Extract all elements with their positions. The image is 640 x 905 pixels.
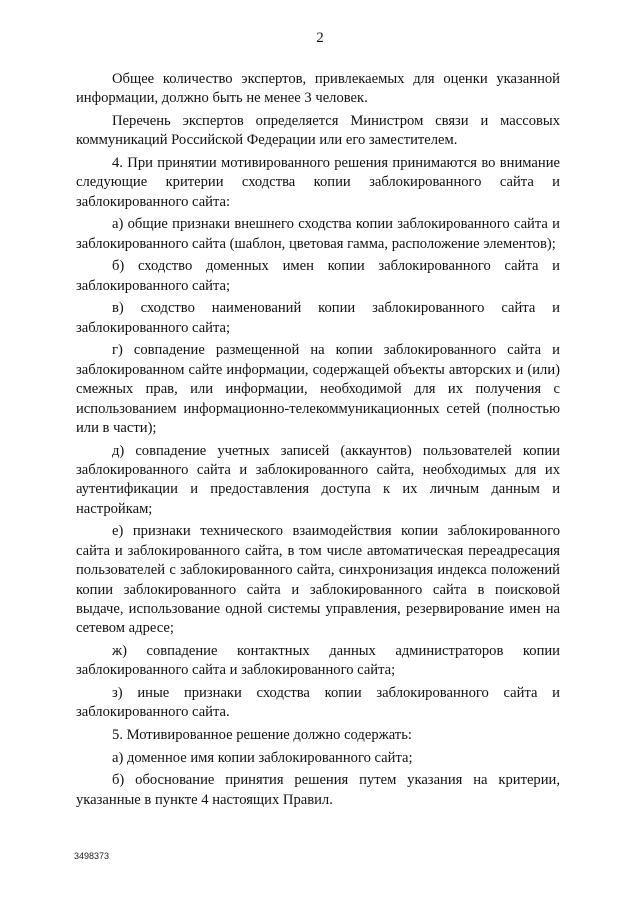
paragraph-experts-count: Общее количество экспертов, привлекаемых для оценки указанной информации, должно быть не менее 3 человек. [76, 71, 560, 107]
paragraph-criterion-zh: ж) совпадение контактных данных администраторов копии заблокированного сайта и заблокированного сайта; [76, 643, 560, 679]
paragraph-experts-list: Перечень экспертов определяется Министром связи и массовых коммуникаций Российской Федерации или его заместителем. [76, 113, 560, 149]
page-number: 2 [316, 30, 324, 46]
paragraph-clause-5: 5. Мотивированное решение должно содержать: [112, 727, 412, 744]
paragraph-criterion-b: б) сходство доменных имен копии заблокированного сайта и заблокированного сайта; [76, 258, 560, 294]
paragraph-criterion-v: в) сходство наименований копии заблокированного сайта и заблокированного сайта; [76, 300, 560, 336]
paragraph-content-b: б) обоснование принятия решения путем указания на критерии, указанные в пункте 4 настоящих Правил. [76, 772, 560, 808]
paragraph-criterion-e: е) признаки технического взаимодействия копии заблокированного сайта и заблокированного сайта, в том числе автоматическая переадресация пользователей с заблокированного сайта, синхронизация индекса положений копии заблокированного сайта и заблокированного сайта в поисковой выдаче, использование одной системы управления, резервирование имен на сетевом адресе; [76, 523, 560, 637]
paragraph-criterion-a: а) общие признаки внешнего сходства копии заблокированного сайта и заблокированного сайта (шаблон, цветовая гамма, расположение элементов); [76, 216, 560, 252]
document-body [76, 70, 560, 813]
paragraph-criterion-z: з) иные признаки сходства копии заблокированного сайта и заблокированного сайта. [76, 685, 560, 721]
paragraph-criterion-d: д) совпадение учетных записей (аккаунтов) пользователей копии заблокированного сайта и заблокированного сайта, необходимых для их аутентификации и предоставления доступа к их личным данным и настройкам; [76, 442, 560, 517]
paragraph-clause-4: 4. При принятии мотивированного решения принимаются во внимание следующие критерии сходства копии заблокированного сайта и заблокированного сайта: [76, 155, 560, 210]
document-code: 3498373 [74, 851, 110, 861]
paragraph-criterion-g: г) совпадение размещенной на копии заблокированного сайта и заблокированном сайте информации, содержащей объекты авторских и (или) смежных прав, или информации, необходимой для их получения с использованием информационно-телекоммуникационных сетей (полностью или в части); [76, 342, 560, 437]
paragraph-content-a: а) доменное имя копии заблокированного сайта; [112, 749, 413, 766]
